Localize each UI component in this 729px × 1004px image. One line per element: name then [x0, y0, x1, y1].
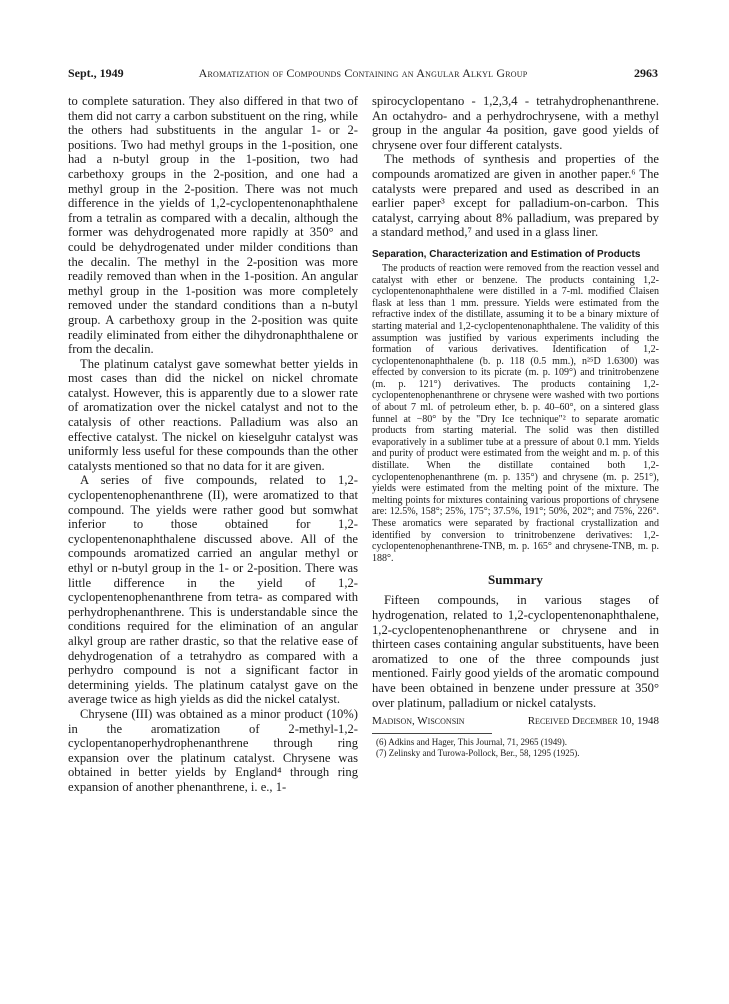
summary-text: Fifteen compounds, in various stages of hydrogenation, related to 1,2-cyclopentenonaphthalene, 1,2-cyclopentenophenanthrene or chrysene and in thirteen cases containing angular substituents, have been aromatized to one of the three compounds just mentioned. Fairly good yields of the aromatic compound have been obtained in benzene under pressure at 350° over platinum, palladium or nickel catalysts. — [372, 593, 659, 710]
left-paragraph-4: Chrysene (III) was obtained as a minor product (10%) in the aromatization of 2-methyl-1,2-cyclopentanoperhydrophenanthrene through ring expansion over the platinum catalyst. Chrysene was obtained in better yields by England⁴ through ring expansion of another phenanthrene, i. e., 1- — [68, 706, 358, 794]
signature-line — [372, 715, 659, 729]
signature-place: Madison, Wisconsin — [372, 715, 465, 728]
experimental-text: The products of reaction were removed from the reaction vessel and catalyst with ether or benzene. The products containing 1,2-cyclopentenonaphthalene were distilled in a 7-ml. modified Claisen flask at less than 1 mm. pressure. Yields were estimated from the refractive index of the distillate, assuming it to be a binary mixture of starting material and 1,2-cyclopentenonaphthalene. The validity of this assumption was justified by various experiments including the formation of various derivatives. Identification of 1,2-cyclopentenonaphthalene (b. p. 118 (0.5 mm.), n²⁵D 1.6300) was effected by conversion to its picrate (m. p. 109°) and trinitrobenzene (m. p. 121°) derivatives. The products containing 1,2-cyclopentenophenanthrene or chrysene were washed with two portions of about 7 ml. of petroleum ether, b. p. 40–60°, on a sintered glass funnel at −80° by the "Dry Ice technique"² to separate aromatic products from starting material. The solid was then distilled evaporatively in a sublimer tube at a pressure of about 0.1 mm. Yields and purity of product were estimated from the weight and m. p. of this distillate. When the distillate contained both 1,2-cyclopentenophenanthrene (m. p. 135°) and chrysene (m. p. 251°), yields were estimated from the melting point of the mixture. The melting points for mixtures containing various proportions of chrysene are: 12.5%, 158°; 25%, 175°; 37.5%, 191°; 50%, 202°; and 75%, 226°. These aromatics were separated by fractional crystallization and identified by conversion to trinitrobenzene derivatives: 1,2-cyclopentenophenanthrene-TNB, m. p. 165° and chrysene-TNB, m. p. 188°. — [372, 262, 659, 564]
footnote-7: (7) Zelinsky and Turowa-Pollock, Ber., 58, 1295 (1925). — [376, 748, 580, 759]
received-date: Received December 10, 1948 — [527, 715, 659, 728]
right-paragraph-1: spirocyclopentano - 1,2,3,4 - tetrahydrophenanthrene. An octahydro- and a perhydrochrysene, with a methyl group in the angular 4a position, gave good yields of chrysene over four different catalysts. — [372, 94, 659, 152]
right-paragraph-2: The methods of synthesis and properties of the compounds aromatized are given in another paper.⁶ The catalysts were prepared and used as described in an earlier paper³ except for palladium-on-carbon. This catalyst, carrying about 8% palladium, was prepared by a standard method,⁷ and used in a glass liner. — [372, 152, 659, 240]
left-paragraph-1: to complete saturation. They also differed in that two of them did not carry a carbon substituent on the ring, while the others had substituents in the angular 1- or 2-positions. Two had methyl groups in the 1-position, one had a n-butyl group in the 1-position, two had carbethoxy groups in the 2-position, and one had a methyl group in the 2-position. There was not much difference in the yields of 1,2-cyclopentenonaphthalene from a tetralin as compared with a decalin, although the former was dehydrogenated more rapidly at 350° and could be dehydrogenated under milder conditions than the decalin. The methyl in the 2-position was more readily removed than when in the 1-position. An angular methyl group in the 1-position was more completely removed under the standard conditions than a n-butyl group. A carbethoxy group in the 2-position was quite readily eliminated from either the dihydronaphthalene or from the decalin. — [68, 94, 358, 357]
page-number: 2963 — [634, 66, 658, 80]
left-paragraph-3: A series of five compounds, related to 1,2-cyclopentenophenanthrene (II), were aromatized to that compound. The yields were rather good but somwhat inferior to those obtained for 1,2-cyclopentenonaphthalene discussed above. All of the compounds aromatized carried an angular methyl or ethyl or n-butyl group in the 1- or 2-position. There was little difference in the yield of 1,2-cyclopentenophenanthrene from tetra- as compared with perhydrophenanthrene. This is understandable since the conditions required for the elimination of an angular alkyl group are rather drastic, so that the relative ease of dehydrogenation of a tetrahydro as compared with a perhydro compound is not a significant factor in determining yields. The platinum catalyst gave on the average twice as high yields as did the nickel catalyst. — [68, 473, 358, 707]
running-header — [68, 66, 658, 82]
issue-date: Sept., 1949 — [68, 66, 124, 80]
running-title: Aromatization of Compounds Containing an Angular Alkyl Group — [198, 66, 528, 80]
summary-heading: Summary — [488, 572, 543, 588]
footnote-rule — [372, 733, 492, 734]
section-heading: Separation, Characterization and Estimation of Products — [372, 248, 641, 260]
left-column — [68, 94, 358, 795]
right-column — [372, 94, 659, 759]
left-paragraph-2: The platinum catalyst gave somewhat better yields in most cases than did the nickel on nickel chromate catalyst. However, this is apparently due to a slower rate of aromatization over the nickel catalyst and not to the catalysis of other reactions. Palladium was also an effective catalyst. The nickel on kieselguhr catalyst was uniformly less useful for these compounds than the other catalysts mentioned so that no data for it are given. — [68, 356, 358, 473]
footnote-6: (6) Adkins and Hager, This Journal, 71, 2965 (1949). — [376, 737, 567, 748]
